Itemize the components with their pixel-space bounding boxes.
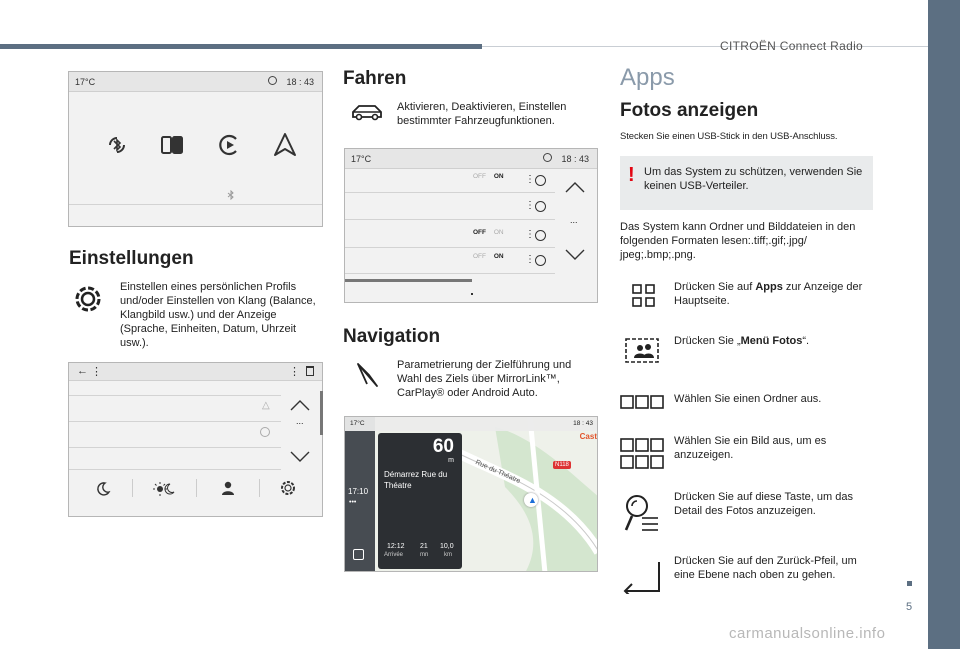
settings-gear-icon <box>71 282 105 316</box>
profile-icon[interactable] <box>219 480 235 496</box>
navigation-title: Navigation <box>343 326 441 347</box>
home-button[interactable] <box>353 549 364 560</box>
scroll-down-icon[interactable] <box>565 249 585 261</box>
fahren-title: Fahren <box>343 68 407 89</box>
clock-icon <box>268 76 277 85</box>
eta-arrival: 12:12 <box>387 543 405 550</box>
step-text: Drücken Sie auf Apps zur Anzeige der Hauptseite. <box>674 281 863 307</box>
signal-dots: ••• <box>349 499 357 506</box>
function-row-line <box>345 219 555 220</box>
scroll-up-icon[interactable] <box>290 399 310 411</box>
route-panel <box>378 433 462 569</box>
turn-distance-unit: m <box>448 457 454 464</box>
warning-icon: ! <box>628 164 635 186</box>
step-text: Wählen Sie einen Ordner aus. <box>674 393 822 405</box>
apps-grid-icon <box>632 284 656 308</box>
page-header-title: CITROËN Connect Radio <box>720 39 864 53</box>
step-text: Drücken Sie auf den Zurück-Pfeil, um eine Ebene nach oben zu gehen. <box>674 555 857 581</box>
progress-bar <box>345 279 472 282</box>
tab-divider <box>259 479 260 497</box>
toggle-on-label: ON <box>493 173 504 180</box>
alert-row-icon: △ <box>262 400 270 411</box>
brightness-icon[interactable] <box>153 481 175 497</box>
photos-menu-icon <box>624 336 660 364</box>
page-indicator: ... <box>296 416 304 426</box>
formats-text: Das System kann Ordner und Bilddateien in den folgenden Formaten lesen:.tiff;.gif;.jpg/ jpeg;.bmp;.png. <box>620 221 856 261</box>
settings-row-line <box>69 395 281 396</box>
row-menu-icon[interactable]: ⋮ <box>525 200 535 211</box>
toggle-on-label: ON <box>493 253 504 260</box>
warning-box <box>620 156 873 210</box>
continue-marker <box>907 581 912 586</box>
fahren-text: Aktivieren, Deaktivieren, Einstellen bestimmter Fahrzeugfunktionen. <box>397 101 567 127</box>
eta-distance: 10,0 <box>440 543 454 550</box>
settings-topbar <box>69 363 322 381</box>
delete-icon[interactable] <box>306 366 314 376</box>
tab-divider <box>132 479 133 497</box>
photo-detail-icon <box>624 494 660 534</box>
android-auto-icon[interactable] <box>271 131 299 159</box>
fotos-intro: Stecken Sie einen USB-Stick in den USB-Anschluss. <box>620 131 838 142</box>
page-indicator: ... <box>570 215 578 225</box>
map-status-bar <box>345 417 598 431</box>
more-icon[interactable]: ⋮ <box>91 366 102 378</box>
carplay-icon[interactable] <box>216 132 242 158</box>
row-menu-icon[interactable]: ⋮ <box>525 254 535 265</box>
watermark: carmanualsonline.info <box>729 625 886 642</box>
tab-divider <box>196 479 197 497</box>
clock-time: 18 : 43 <box>561 154 589 164</box>
eta-distance-label: km <box>444 552 452 558</box>
phone-mirror-icon[interactable] <box>159 132 185 158</box>
connect-screen <box>68 71 323 227</box>
navigation-text: Parametrierung der Zielführung und Wahl des Ziels über MirrorLink™, CarPlay® oder Android Auto. <box>397 359 572 399</box>
clock-icon <box>543 153 552 162</box>
route-instruction: Démarrez Rue du Théatre <box>384 470 448 490</box>
car-icon <box>350 102 384 124</box>
settings-small-icon[interactable] <box>279 479 297 497</box>
back-arrow-icon <box>622 558 662 594</box>
eta-arrival-label: Arrivée <box>384 552 404 558</box>
einstellungen-text: Einstellen eines persönlichen Profils und/oder Einstellen von Klang (Balance, Klangbild usw.) und der Anzeige (Sprache, Einheiten, Datum, Uhrzeit usw.). <box>120 281 316 349</box>
apps-title: Apps <box>620 64 675 91</box>
header-rule <box>0 44 482 49</box>
turn-distance: 60 <box>432 436 454 457</box>
options-icon[interactable]: ⋮ <box>289 366 300 378</box>
info-icon[interactable] <box>535 230 546 241</box>
scroll-down-icon[interactable] <box>290 451 310 463</box>
navigation-map-screen <box>344 416 598 572</box>
status-bar <box>69 72 322 92</box>
toggle-off-label: OFF <box>473 253 486 260</box>
step-text: Wählen Sie ein Bild aus, um es anzuzeigen. <box>674 435 827 461</box>
info-icon[interactable] <box>535 201 546 212</box>
side-band <box>928 0 960 649</box>
fotos-title: Fotos anzeigen <box>620 100 759 121</box>
function-toggle[interactable] <box>473 229 511 236</box>
function-row-line <box>345 192 555 193</box>
toggle-off-label: OFF <box>473 229 486 236</box>
function-toggle[interactable] <box>473 173 511 180</box>
position-arrow-icon: ▲ <box>528 495 537 505</box>
page-number: 5 <box>906 601 913 613</box>
navigation-arrow-icon <box>356 362 380 388</box>
settings-row-line <box>69 469 281 470</box>
toggle-off-label: OFF <box>473 173 486 180</box>
road-badge: N118 <box>555 462 569 468</box>
map-clock: 17:10 <box>348 487 369 496</box>
scroll-up-icon[interactable] <box>565 181 585 193</box>
toggle-on-label: ON <box>493 229 504 236</box>
temperature: 17°C <box>351 154 372 164</box>
info-icon[interactable] <box>535 255 546 266</box>
function-row-line <box>345 247 555 248</box>
status-bar <box>345 149 597 169</box>
night-mode-icon[interactable] <box>95 481 111 497</box>
function-toggle[interactable] <box>473 253 511 260</box>
einstellungen-title: Einstellungen <box>69 248 194 269</box>
settings-row-line <box>69 447 281 448</box>
settings-screen <box>68 362 323 517</box>
row-menu-icon[interactable]: ⋮ <box>525 229 535 240</box>
temperature: 17°C <box>350 420 365 427</box>
eta-minutes: 21 <box>420 543 428 550</box>
settings-row-line <box>69 421 281 422</box>
clock-time: 18 : 43 <box>573 420 593 427</box>
bluetooth-icon[interactable] <box>104 132 130 158</box>
function-row-line <box>345 273 555 274</box>
step-text: Drücken Sie auf diese Taste, um das Detail des Fotos anzuzeigen. <box>674 491 853 517</box>
eta-minutes-label: mn <box>420 552 429 558</box>
back-icon[interactable]: ← <box>77 365 88 377</box>
temperature: 17°C <box>75 77 96 87</box>
driving-screen <box>344 148 598 303</box>
step-text: Drücken Sie „Menü Fotos“. <box>674 335 810 347</box>
page-dot <box>471 293 473 295</box>
screen-divider <box>69 204 322 205</box>
bluetooth-status-icon <box>227 190 235 200</box>
info-icon[interactable] <box>535 175 546 186</box>
road-label: Rue du Théatre <box>474 459 522 486</box>
clock-time: 18 : 43 <box>286 77 314 87</box>
row-menu-icon[interactable]: ⋮ <box>525 174 535 185</box>
folder-row-icon <box>620 394 664 410</box>
scrollbar[interactable] <box>320 391 323 435</box>
info-row-icon <box>260 427 270 437</box>
image-grid-icon <box>620 438 664 470</box>
warning-text: Um das System zu schützen, verwenden Sie keinen USB-Verteiler. <box>644 166 863 192</box>
map-corner-label: Cast <box>579 432 597 441</box>
